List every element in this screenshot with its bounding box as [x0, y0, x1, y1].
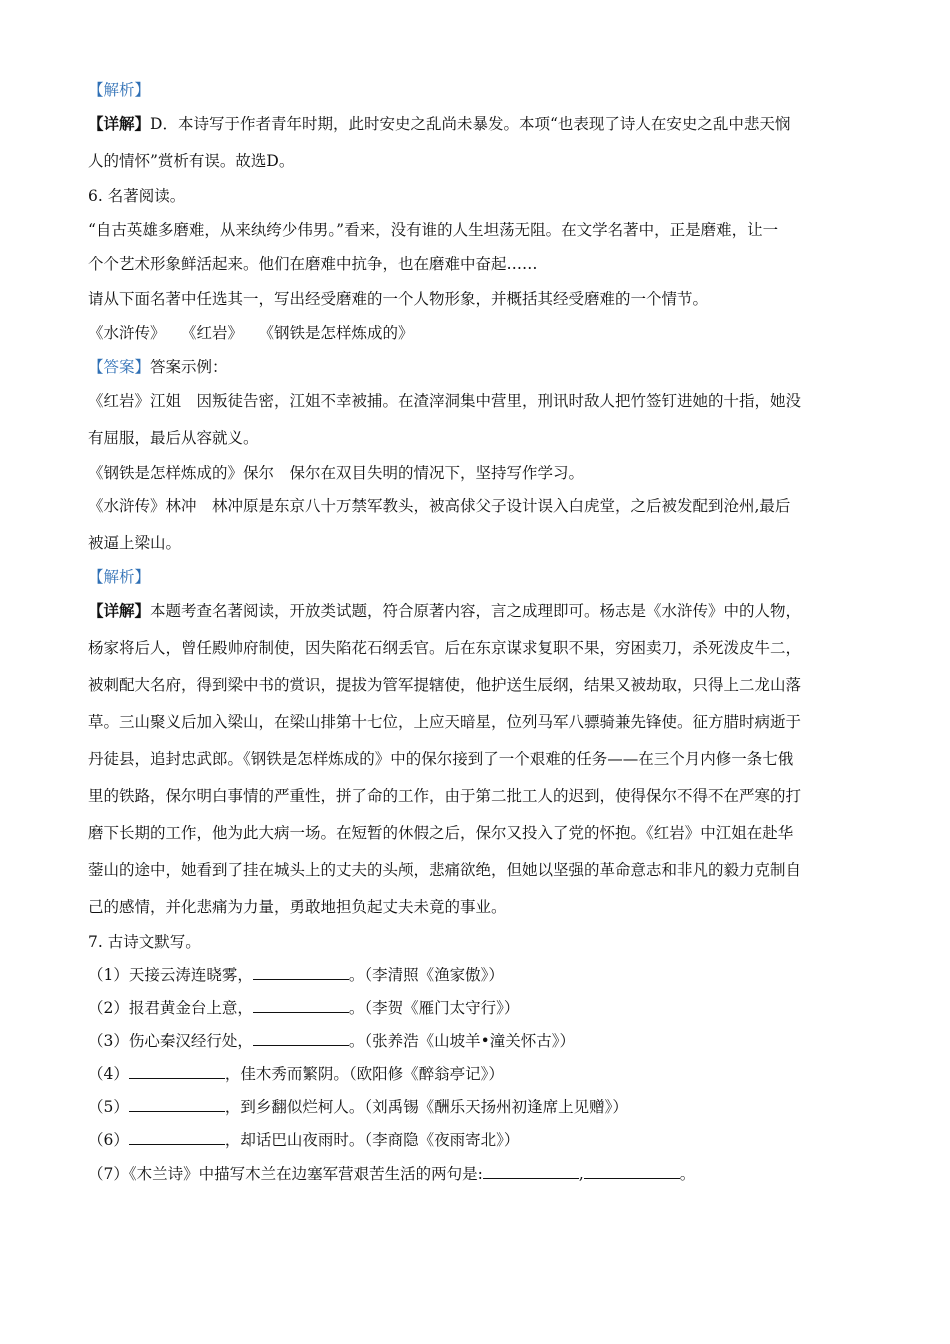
- detail-text-line: 磨下长期的工作，他为此大病一场。在短暂的休假之后，保尔又投入了党的怀抱。《红岩》中江姐在赴华: [88, 824, 794, 842]
- q7-item: [88, 1064, 504, 1084]
- item-number: （4）: [88, 1065, 129, 1083]
- item-text: 。（李贺《雁门太守行》）: [348, 999, 520, 1017]
- question-7-title: 7. 古诗文默写。: [88, 933, 201, 951]
- analysis-tag-text: 【解析】: [88, 81, 151, 99]
- answer-intro: 答案示例：: [150, 358, 228, 376]
- answer-example-line: 有屈服，最后从容就义。: [88, 429, 259, 447]
- item-number: （3）: [88, 1032, 129, 1050]
- item-text: 天接云涛连晓雾，: [128, 966, 253, 984]
- detail-text-line: 里的铁路，保尔明白事情的严重性，拼了命的工作，由于第二批工人的迟到，使得保尔不得不在严寒的打: [88, 787, 802, 805]
- detail-text: D．本诗写于作者青年时期，此时安史之乱尚未暴发。本项“也表现了诗人在安史之乱中悲天悯: [150, 115, 791, 133]
- q7-item: [88, 1164, 695, 1184]
- item-number: （6）: [88, 1131, 129, 1149]
- answer-blank[interactable]: [253, 998, 349, 1013]
- q7-item: [88, 1097, 628, 1117]
- separator: ,: [578, 1165, 584, 1183]
- answer-example-line: 《红岩》江姐 因叛徒告密，江姐不幸被捕。在渣滓洞集中营里，刑讯时敌人把竹签钉进她的十指，她没: [88, 392, 802, 410]
- detail-text-line: 丹徒县，追封忠武郎。《钢铁是怎样炼成的》中的保尔接到了一个艰难的任务——在三个月内修一条七俄: [88, 750, 794, 768]
- detail-tag: 【详解】: [88, 114, 151, 133]
- answer-example-line: 《水浒传》林冲 林冲原是东京八十万禁军教头，被高俅父子设计误入白虎堂，之后被发配到沧州,最后: [88, 497, 791, 515]
- answer-tag: 【答案】: [88, 358, 151, 376]
- answer-blank[interactable]: [129, 1097, 225, 1112]
- answer-blank[interactable]: [584, 1164, 680, 1179]
- item-number: （1）: [88, 966, 129, 984]
- answer-blank[interactable]: [129, 1130, 225, 1145]
- answer-blank[interactable]: [253, 965, 349, 980]
- item-text: ，佳木秀而繁阴。（欧阳修《醉翁亭记》）: [224, 1065, 504, 1083]
- answer-blank[interactable]: [129, 1064, 225, 1079]
- item-end: 。: [679, 1165, 696, 1183]
- item-text: 报君黄金台上意，: [128, 999, 253, 1017]
- q7-item: [88, 965, 504, 985]
- q6-prompt: 请从下面名著中任选其一，写出经受磨难的一个人物形象，并概括其经受磨难的一个情节。: [88, 290, 709, 308]
- detail-text-line: 被刺配大名府，得到梁中书的赏识，提拔为管军提辖使，他护送生辰纲，结果又被劫取，只得上二龙山落: [88, 676, 802, 694]
- detail-text-line: 蓥山的途中，她看到了挂在城头上的丈夫的头颅，悲痛欲绝，但她以坚强的革命意志和非凡的毅力克制自: [88, 861, 802, 879]
- detail-text: 本题考查名著阅读，开放类试题，符合原著内容，言之成理即可。杨志是《水浒传》中的人物，: [150, 602, 802, 620]
- answer-example-line: 《钢铁是怎样炼成的》保尔 保尔在双目失明的情况下，坚持写作学习。: [88, 464, 585, 482]
- item-text: 《木兰诗》中描写木兰在边塞军营艰苦生活的两句是:: [128, 1165, 483, 1183]
- q6-intro-line: 个个艺术形象鲜活起来。他们在磨难中抗争，也在磨难中奋起……: [88, 255, 538, 273]
- analysis-tag-text: 【解析】: [88, 568, 151, 586]
- q6-intro-line: “自古英雄多磨难，从来纨绔少伟男。”看来，没有谁的人生坦荡无阻。在文学名著中，正是磨难，让一: [88, 221, 779, 239]
- q7-item: [88, 1130, 519, 1150]
- q7-item: [88, 1031, 575, 1051]
- detail-line: [88, 114, 790, 134]
- q7-item: [88, 998, 519, 1018]
- analysis-tag: [88, 567, 150, 587]
- item-text: ，却话巴山夜雨时。（李商隐《夜雨寄北》）: [224, 1131, 520, 1149]
- q6-book-list: 《水浒传》 《红岩》 《钢铁是怎样炼成的》: [88, 324, 414, 342]
- detail-tag: 【详解】: [88, 601, 151, 620]
- item-text: 。（张养浩《山坡羊•潼关怀古》）: [348, 1032, 576, 1050]
- item-number: （7）: [88, 1165, 129, 1183]
- answer-example-line: 被逼上梁山。: [88, 534, 182, 552]
- detail-text: 人的情怀”赏析有误。故选D。: [88, 152, 295, 170]
- question-6-title: 6. 名著阅读。: [88, 187, 186, 205]
- item-text: 伤心秦汉经行处，: [128, 1032, 253, 1050]
- answer-blank[interactable]: [253, 1031, 349, 1046]
- detail-line: [88, 601, 801, 621]
- detail-text-line: 草。三山聚义后加入梁山，在梁山排第十七位，上应天暗星，位列马军八骠骑兼先锋使。征方腊时病逝于: [88, 713, 802, 731]
- item-text: 。（李清照《渔家傲》）: [348, 966, 504, 984]
- item-number: （5）: [88, 1098, 129, 1116]
- detail-text-line: 杨家将后人，曾任殿帅府制使，因失陷花石纲丢官。后在东京谋求复职不果，穷困卖刀，杀死泼皮牛二，: [88, 639, 802, 657]
- item-number: （2）: [88, 999, 129, 1017]
- answer-line: [88, 357, 228, 377]
- analysis-tag: [88, 80, 150, 100]
- detail-text-line: 己的感情，并化悲痛为力量，勇敢地担负起丈夫未竟的事业。: [88, 898, 507, 916]
- answer-blank[interactable]: [483, 1164, 579, 1179]
- item-text: ，到乡翻似烂柯人。（刘禹锡《酬乐天扬州初逢席上见赠》）: [224, 1098, 628, 1116]
- detail-line: [88, 151, 294, 171]
